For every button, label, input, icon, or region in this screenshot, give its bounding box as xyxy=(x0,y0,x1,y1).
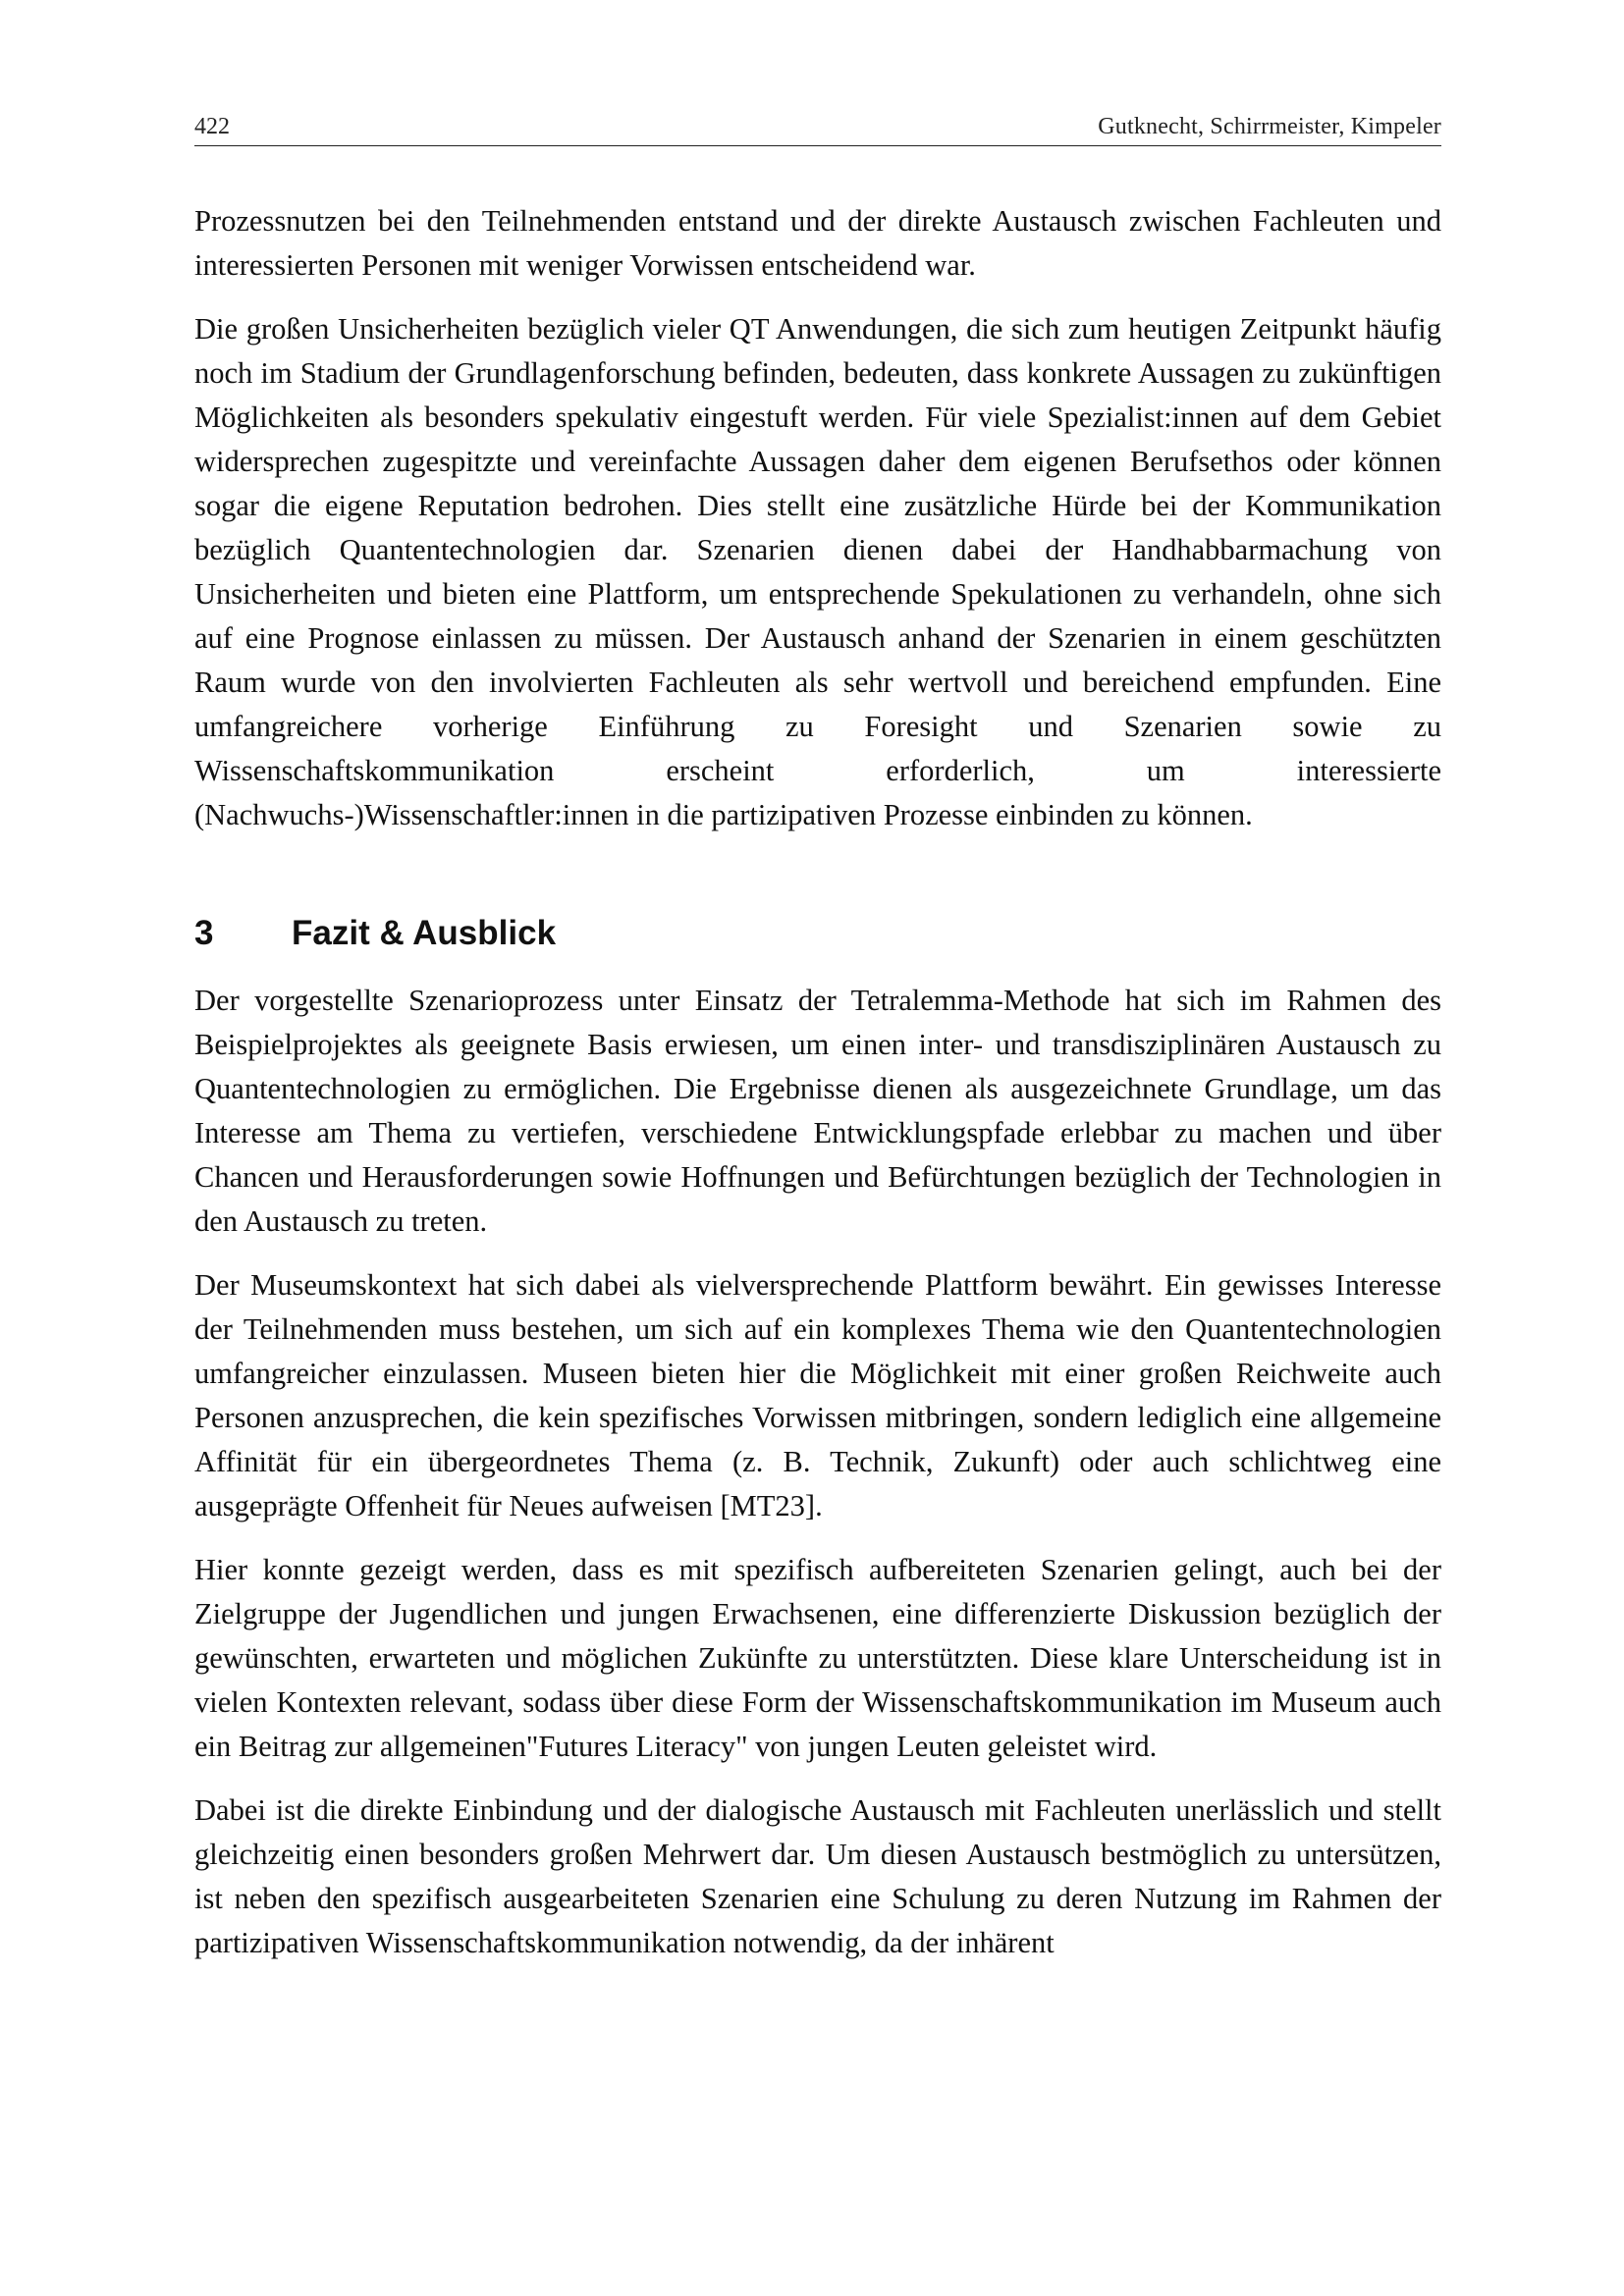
body-text xyxy=(194,199,1441,1985)
section-title: Fazit & Ausblick xyxy=(292,914,557,952)
section-number: 3 xyxy=(194,914,214,952)
paragraph: Dabei ist die direkte Einbindung und der dialogische Austausch mit Fachleuten unerlässlich und stellt gleichzeitig einen besonders großen Mehrwert dar. Um diesen Austausch bestmöglich zu untersützen, ist neben den spezifisch ausgearbeiteten Szenarien eine Schulung zu deren Nutzung im Rahmen der partizipativen Wissenschaftskommunikation notwendig, da der inhärent xyxy=(194,1793,1441,1959)
header-authors: Gutknecht, Schirrmeister, Kimpeler xyxy=(1098,114,1441,139)
paragraph: Der vorgestellte Szenarioprozess unter Einsatz der Tetralemma-Methode hat sich im Rahmen des Beispielprojektes als geeignete Basis erwiesen, um einen inter- und transdisziplinären Austausch zu Quantentechnologien zu ermöglichen. Die Ergebnisse dienen als ausgezeichnete Grundlage, um das Interesse am Thema zu vertiefen, verschiedene Entwicklungspfade erlebbar zu machen und über Chancen und Herausforderungen sowie Hoffnungen und Befürchtungen bezüglich der Technologien in den Austausch zu treten. xyxy=(194,984,1441,1238)
running-header xyxy=(194,112,1441,146)
page-number: 422 xyxy=(194,114,230,139)
paragraph: Die großen Unsicherheiten bezüglich vieler QT Anwendungen, die sich zum heutigen Zeitpunkt häufig noch im Stadium der Grundlagenforschung befinden, bedeuten, dass konkrete Aussagen zu zukünftigen Möglichkeiten als besonders spekulativ eingestuft werden. Für viele Spezialist:innen auf dem Gebiet widersprechen zugespitzte und vereinfachte Aussagen daher dem eigenen Berufsethos oder können sogar die eigene Reputation bedrohen. Dies stellt eine zusätzliche Hürde bei der Kommunikation bezüglich Quantentechnologien dar. Szenarien dienen dabei der Handhabbarmachung von Unsicherheiten und bieten eine Plattform, um entsprechende Spekulationen zu verhandeln, ohne sich auf eine Prognose einlassen zu müssen. Der Austausch anhand der Szenarien in einem geschützten Raum wurde von den involvierten Fachleuten als sehr wertvoll und bereichend empfunden. Eine umfangreichere vorherige Einführung zu Foresight und Szenarien sowie zu Wissenschaftskommunikation erscheint erforderlich, um interessierte (Nachwuchs-)Wissenschaftler:innen in die partizipativen Prozesse einbinden zu können. xyxy=(194,312,1441,831)
section-heading xyxy=(194,908,1441,959)
paragraph: Prozessnutzen bei den Teilnehmenden entstand und der direkte Austausch zwischen Fachleuten und interessierten Personen mit weniger Vorwissen entscheidend war. xyxy=(194,204,1441,282)
paragraph: Der Museumskontext hat sich dabei als vielversprechende Plattform bewährt. Ein gewisses Interesse der Teilnehmenden muss bestehen, um sich auf ein komplexes Thema wie den Quantentechnologien umfangreicher einzulassen. Museen bieten hier die Möglichkeit mit einer großen Reichweite auch Personen anzusprechen, die kein spezifisches Vorwissen mitbringen, sondern lediglich eine allgemeine Affinität für ein übergeordnetes Thema (z. B. Technik, Zukunft) oder auch schlichtweg eine ausgeprägte Offenheit für Neues aufweisen [MT23]. xyxy=(194,1268,1441,1522)
paragraph: Hier konnte gezeigt werden, dass es mit spezifisch aufbereiteten Szenarien gelingt, auch bei der Zielgruppe der Jugendlichen und jungen Erwachsenen, eine differenzierte Diskussion bezüglich der gewünschten, erwarteten und möglichen Zukünfte zu unterstützten. Diese klare Unterscheidung ist in vielen Kontexten relevant, sodass über diese Form der Wissenschaftskommunikation im Museum auch ein Beitrag zur allgemeinen"Futures Literacy" von jungen Leuten geleistet wird. xyxy=(194,1553,1441,1763)
